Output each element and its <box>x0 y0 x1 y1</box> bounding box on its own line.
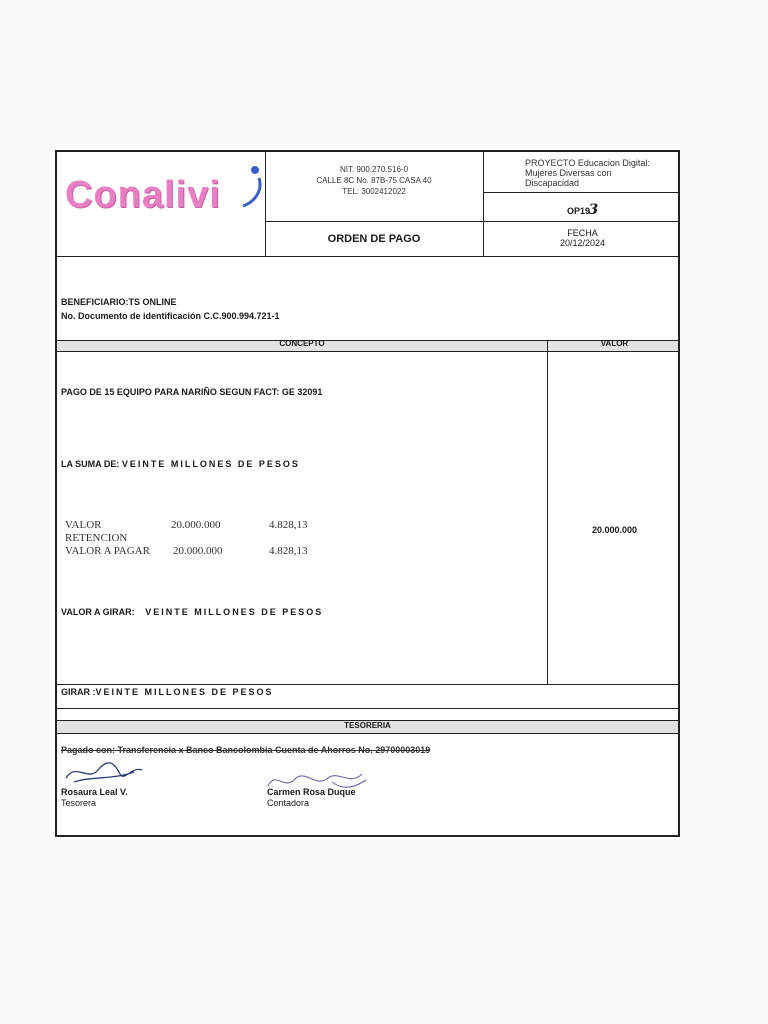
girar-top-rule <box>57 684 678 685</box>
project-line-3: Discapacidad <box>525 178 580 188</box>
valor-a-girar-label: VALOR A GIRAR: <box>61 607 135 617</box>
project-info <box>525 158 680 188</box>
header-divider-2 <box>483 152 484 256</box>
left-signatory <box>61 787 128 809</box>
valor-amount: 20.000.000 <box>591 525 638 535</box>
order-title: ORDEN DE PAGO <box>327 233 421 245</box>
op-number <box>567 202 598 218</box>
project-divider <box>483 192 680 193</box>
calc-valor-extra: 4.828,13 <box>269 519 308 531</box>
project-line-1: PROYECTO Educacion Digital: <box>525 158 650 168</box>
concept-text: PAGO DE 15 EQUIPO PARA NARIÑO SEGUN FACT: GE 32091 <box>61 387 323 397</box>
company-address: CALLE 8C No. 87B-75 CASA 40 <box>316 176 432 185</box>
beneficiary-name: BENEFICIARIO:TS ONLINE <box>61 297 177 307</box>
left-signature-icon <box>62 756 152 790</box>
suma-line <box>61 459 300 469</box>
logo-text: Conalivi <box>65 174 221 216</box>
calc-block <box>65 519 365 558</box>
op-number-handwritten: 3 <box>588 202 599 218</box>
left-signatory-role: Tesorera <box>61 798 97 808</box>
company-info <box>267 164 481 197</box>
company-phone: TEL: 3002412022 <box>342 187 406 196</box>
company-logo <box>65 174 261 224</box>
logo-swoosh-icon <box>241 164 265 208</box>
tesoreria-header: TESORERIA <box>344 721 391 730</box>
suma-text: VEINTE MILLONES DE PESOS <box>121 459 300 469</box>
calc-row-retencion <box>65 532 365 545</box>
header-bottom-rule <box>57 256 678 257</box>
date-value: 20/12/2024 <box>559 238 606 248</box>
left-signatory-name: Rosaura Leal V. <box>61 787 128 797</box>
calc-valor-amount: 20.000.000 <box>171 519 221 531</box>
beneficiary-id: No. Documento de identificación C.C.900.994.721-1 <box>61 311 280 321</box>
calc-row-valor <box>65 519 365 532</box>
calc-valor-pagar-extra: 4.828,13 <box>269 545 308 557</box>
header-divider-1 <box>265 152 266 256</box>
girar-label: GIRAR : <box>61 687 96 697</box>
valor-a-girar-text: VEINTE MILLONES DE PESOS <box>145 607 324 617</box>
valor-header: VALOR <box>600 339 629 348</box>
op-number-label: OP19 <box>567 206 591 216</box>
girar-text: VEINTE MILLONES DE PESOS <box>95 687 274 697</box>
calc-valor-pagar-amount: 20.000.000 <box>173 545 223 557</box>
girar-bottom-rule <box>57 708 678 709</box>
right-signatory <box>267 787 356 809</box>
company-nit: NIT. 900.270.516-0 <box>339 165 409 174</box>
valor-a-girar-line <box>61 607 323 617</box>
calc-retencion-label: RETENCION <box>65 532 128 544</box>
girar-line <box>61 687 274 697</box>
concepto-header: CONCEPTO <box>279 339 325 348</box>
right-signatory-role: Contadora <box>267 798 310 808</box>
suma-label: LA SUMA DE: <box>61 459 120 469</box>
beneficiary-block <box>61 295 280 323</box>
right-signatory-name: Carmen Rosa Duque <box>267 787 356 797</box>
calc-row-valor-pagar <box>65 545 365 558</box>
header-divider-mid <box>265 221 680 222</box>
date-block <box>485 228 680 248</box>
date-label: FECHA <box>567 228 598 238</box>
project-line-2: Mujeres Diversas con <box>525 168 612 178</box>
payment-order-document <box>55 150 680 837</box>
table-column-divider <box>547 340 548 684</box>
calc-valor-label: VALOR <box>65 519 102 531</box>
payment-method: Pagado con: Transferencia x Banco Bancolombia Cuenta de Ahorros No. 29700003019 <box>61 745 431 755</box>
calc-valor-pagar-label: VALOR A PAGAR <box>65 545 150 557</box>
